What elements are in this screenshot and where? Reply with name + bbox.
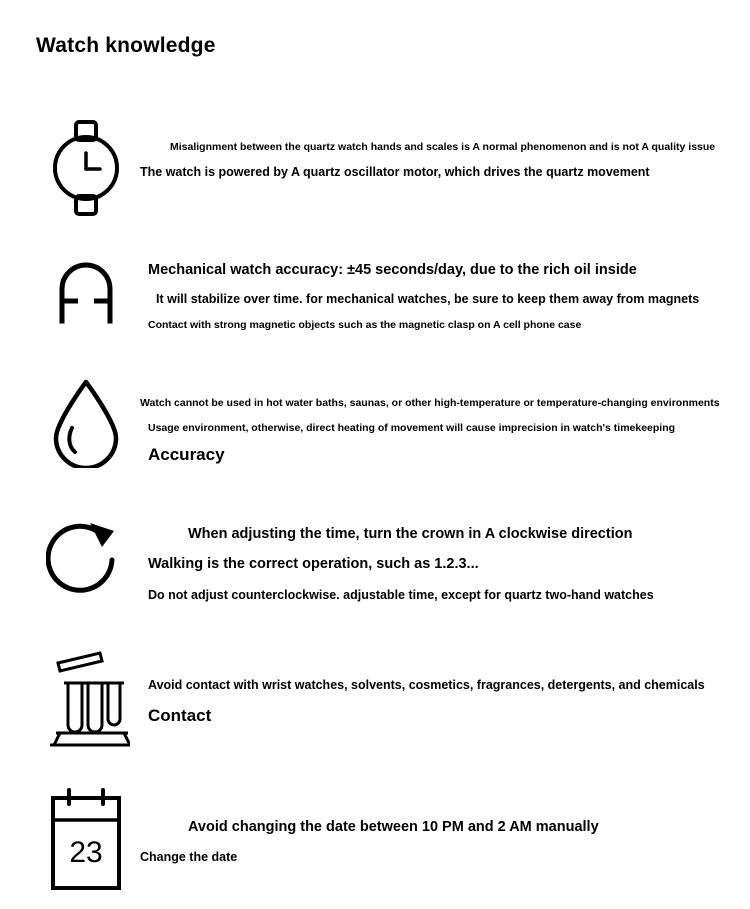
magnet-icon [36, 248, 136, 338]
text-line: Watch cannot be used in hot water baths, saunas, or other high-temperature or temperature-changing environments [140, 397, 720, 409]
text-line: The watch is powered by A quartz oscillator motor, which drives the quartz movement [140, 165, 650, 180]
watch-icon [36, 118, 136, 218]
text-line: Do not adjust counterclockwise. adjustable time, except for quartz two-hand watches [148, 587, 654, 602]
text-line: Avoid contact with wrist watches, solvents, cosmetics, fragrances, detergents, and chemicals [148, 678, 705, 692]
test-tubes-icon [36, 640, 136, 750]
section-watch-text [140, 140, 740, 182]
section-magnet-text [140, 260, 740, 333]
text-line: Change the date [140, 849, 238, 864]
section-chemicals-text [140, 676, 740, 728]
text-line: Mechanical watch accuracy: ±45 seconds/day, due to the rich oil inside [148, 262, 637, 278]
text-line: Accuracy [148, 445, 225, 465]
calendar-day: 23 [69, 836, 103, 869]
text-line: Contact with strong magnetic objects such as the magnetic clasp on A cell phone case [148, 318, 582, 331]
text-line: Avoid changing the date between 10 PM and 2 AM manually [188, 819, 599, 835]
text-line: Usage environment, otherwise, direct heating of movement will cause imprecision in watch's timekeeping [148, 422, 676, 435]
text-line: Contact [148, 705, 212, 725]
section-date-text [140, 817, 740, 867]
clockwise-arrow-icon [36, 510, 136, 610]
section-water-text [140, 396, 740, 468]
text-line: Misalignment between the quartz watch hands and scales is A normal phenomenon and is not A quality issue [170, 141, 716, 153]
calendar-icon [36, 785, 136, 895]
text-line: When adjusting the time, turn the crown in A clockwise direction [188, 526, 633, 542]
page-title: Watch knowledge [36, 34, 216, 57]
water-drop-icon [36, 372, 136, 472]
section-crown-text [140, 524, 740, 604]
text-line: It will stabilize over time. for mechanical watches, be sure to keep them away from magnets [156, 291, 700, 306]
text-line: Walking is the correct operation, such as 1.2.3... [148, 555, 479, 572]
